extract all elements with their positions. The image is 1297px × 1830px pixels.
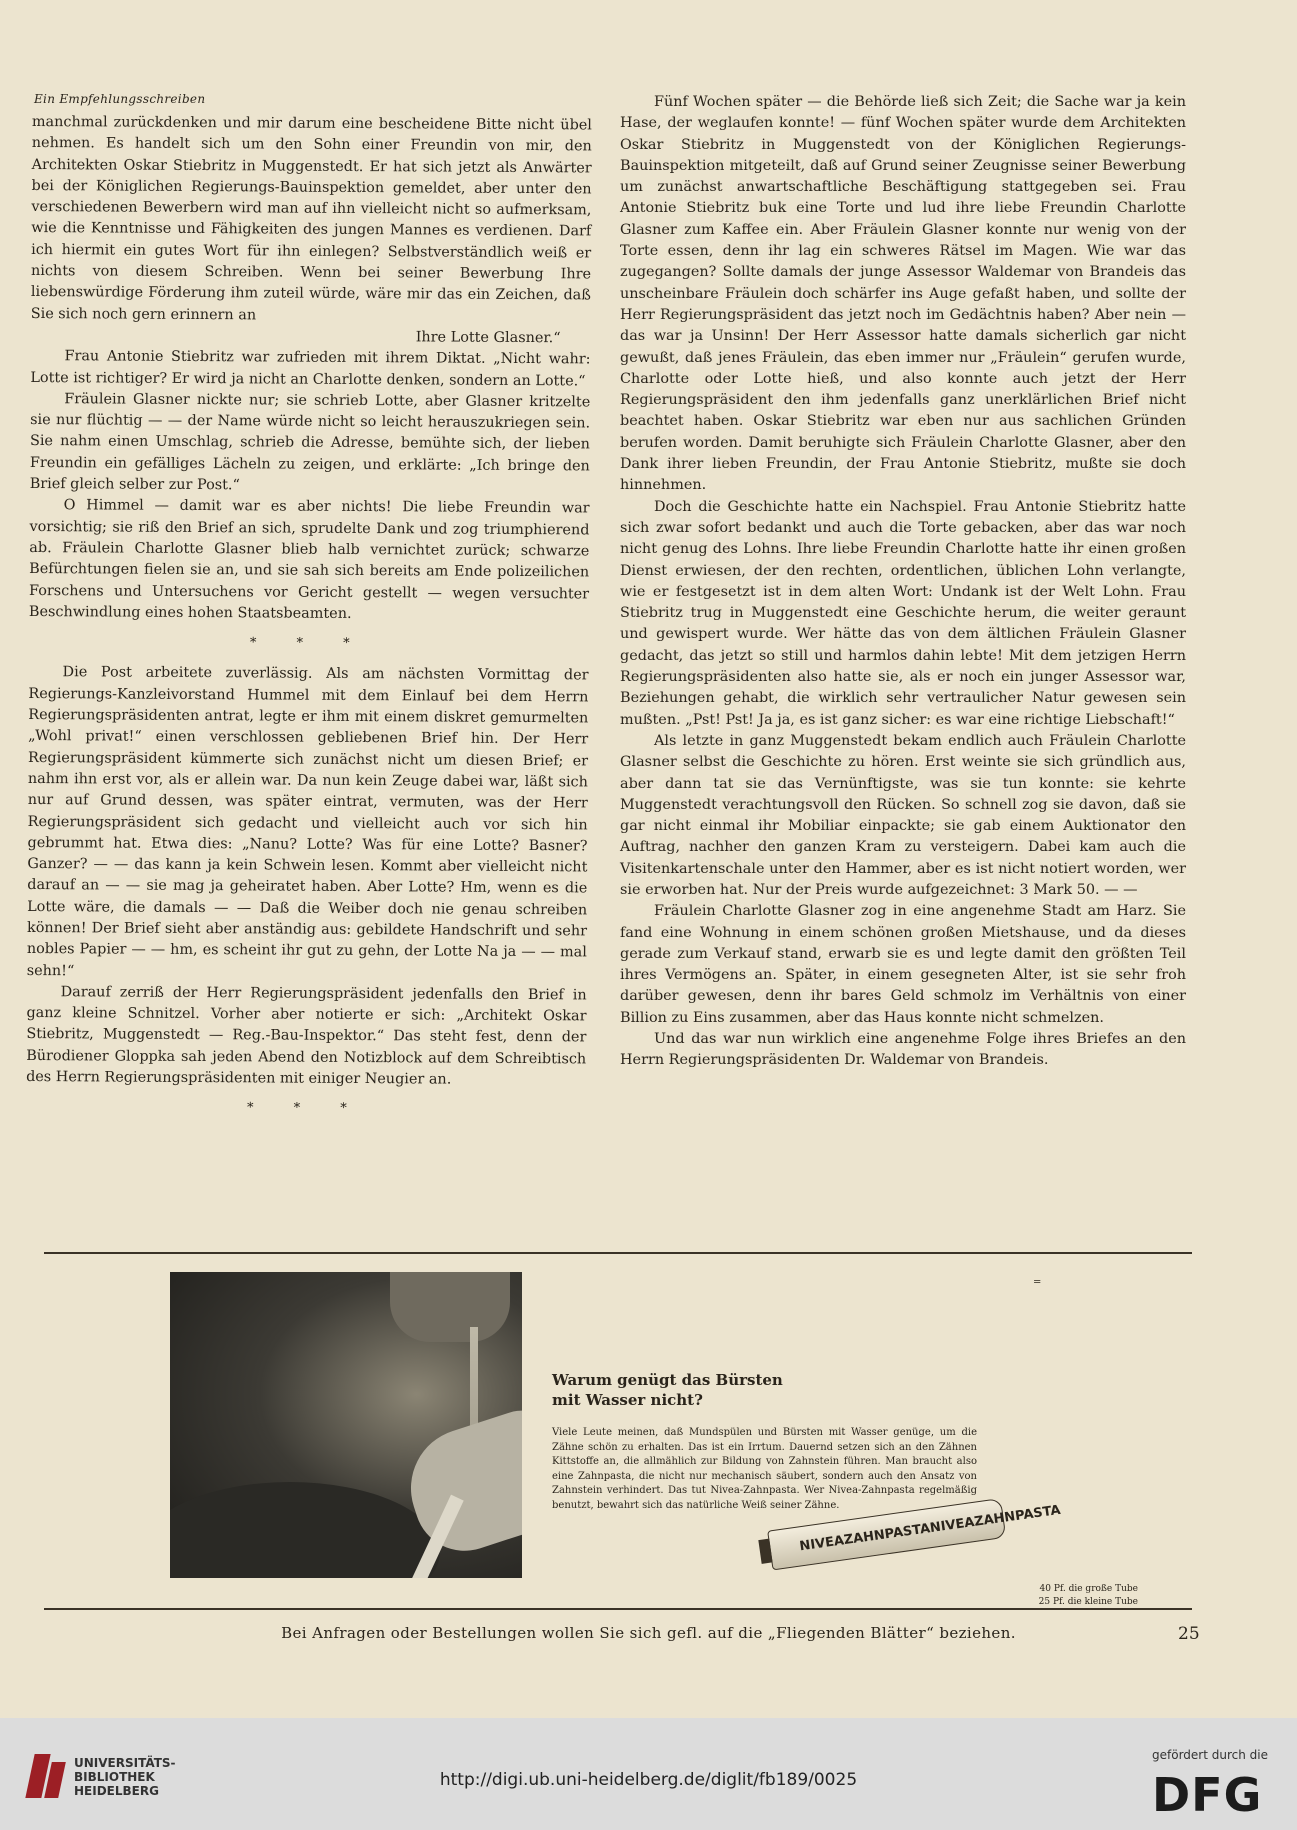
left-column (26, 112, 592, 1131)
page-number: 25 (1178, 1624, 1200, 1644)
library-name-line: BIBLIOTHEK (74, 1770, 155, 1784)
paragraph: O Himmel — damit war es aber nichts! Die liebe Freundin war vorsichtig; sie riß den Brief an sich, sprudelte Dank und zog triumphierend ab. Fräulein Charlotte Glasner blieb halb vernichtet zurück; schwarze Befürchtungen fielen sie an, und sie sah sich bereits am Ende polizeilichen Forschens und Untersuchens vor Gericht gestellt — wegen versuchter Beschwindlung eines hohen Staatsbeamten. (28, 497, 590, 622)
section-separator: * * * (246, 1100, 365, 1117)
ad-body-text: Viele Leute meinen, daß Mundspülen und Bürsten mit Wasser genüge, um die Zähne schön zu erhalten. Das ist ein Irrtum. Dauernd setzen sich an den Zähnen Kittstoffe an, die allmählich zur Bildung von Zahnstein führen. Man braucht also eine Zahnpasta, die nicht nur mechanisch säubert, sondern auch den Ansatz von Zahnstein verhindert. Das tut Nivea-Zahnpasta. Wer Nivea-Zahnpasta regelmäßig benutzt, bewahrt sich das natürliche Weiß seiner Zähne. (552, 1427, 977, 1511)
ad-headline (552, 1370, 972, 1410)
letter-signature: Ihre Lotte Glasner.“ (415, 329, 561, 347)
divider-rule (44, 1608, 1192, 1610)
library-name-line: UNIVERSITÄTS- (74, 1756, 176, 1770)
divider-rule (44, 1252, 1192, 1254)
tube-label: NIVEA (928, 1514, 976, 1536)
footer-note: Bei Anfragen oder Bestellungen wollen Sie sich gefl. auf die „Fliegenden Blätter“ beziehen. (281, 1624, 1016, 1642)
funding-caption: gefördert durch die (1152, 1748, 1268, 1762)
right-column (620, 92, 1186, 1072)
ad-headline-line: mit Wasser nicht? (552, 1391, 703, 1409)
paragraph: Frau Antonie Stiebritz war zufrieden mit ihrem Diktat. „Nicht wahr: Lotte ist richtiger? Er wird ja nicht an Charlotte denken, sondern an Lotte.“ (30, 348, 591, 389)
paragraph: Fräulein Glasner nickte nur; sie schrieb Lotte, aber Glasner kritzelte sie nur flüchtig — — der Name würde nicht so leicht herauszukriegen sein. Sie nahm einen Umschlag, schrieb die Adresse, bemühte sich, der lieben Freundin ein gefälliges Lächeln zu zeigen, und erklärte: „Ich bringe den Brief gleich selber zur Post.“ (29, 391, 591, 494)
photo-faucet (390, 1272, 510, 1342)
paragraph: Und das war nun wirklich eine angenehme Folge ihres Briefes an den Herrn Regierungspräsidenten Dr. Waldemar von Brandeis. (620, 1031, 1186, 1069)
section-separator: * * * (249, 635, 368, 652)
dfg-logo[interactable]: DFG (1152, 1768, 1263, 1822)
ad-headline-line: Warum genügt das Bürsten (552, 1371, 783, 1389)
paragraph: Als letzte in ganz Muggenstedt bekam endlich auch Fräulein Charlotte Glasner selbst die Geschichte zu hören. Erst weinte sie sich gründlich aus, aber dann tat sie das Vernünftigste, was sie tun konnte: sie kehrte Muggenstedt verachtungsvoll den Rücken. So schnell zog sie davon, daß sie gar nicht einmal ihr Mobiliar einpackte; sie gab einem Auktionator den Auftrag, nachher den ganzen Kram zu versteigern. Dabei kam auch die Visitenkartenschale unter den Hammer, aber es ist nicht notiert worden, wer sie erworben hat. Nur der Preis wurde aufgezeichnet: 3 Mark 50. — — (620, 732, 1186, 898)
price-large-tube: 40 Pf. die große Tube (1039, 1584, 1138, 1594)
running-head: Ein Empfehlungsschreiben (34, 92, 206, 106)
tube-label: NIVEA (798, 1532, 845, 1554)
paragraph: Fräulein Charlotte Glasner zog in eine angenehme Stadt am Harz. Sie fand eine Wohnung in einem schönen großen Mietshause, und da dieses gerade zum Verkauf stand, erwarb sie es und legte damit den größten Teil ihres Vermögens an. Später, in einem gesegneten Alter, ist sie sehr froh darüber gewesen, denn ihr bares Geld schmolz im Verhältnis von einer Billion zu Eins zusammen, aber das Haus konnte nicht schmelzen. (620, 903, 1186, 1026)
paragraph: Darauf zerriß der Herr Regierungspräsident jedenfalls den Brief in ganz kleine Schnitzel. Vorher aber notierte er sich: „Architekt Oskar Stiebritz, Muggenstedt — Reg.-Bau-Inspektor.“ Das steht fest, denn der Bürodiener Gloppka sah jeden Abend den Notizblock auf dem Schreibtisch des Herrn Regierungspräsidenten mit einiger Neugier an. (26, 984, 587, 1088)
price-small-tube: 25 Pf. die kleine Tube (1038, 1597, 1138, 1607)
paragraph: Doch die Geschichte hatte ein Nachspiel. Frau Antonie Stiebritz hatte sich zwar sofort bedankt und auch die Torte gebacken, aber das war noch nicht genug des Lohns. Ihre liebe Freundin Charlotte hatte ihr einen großen Dienst erwiesen, der den rechten, ordentlichen, üblichen Lohn verlangte, wie er festgesetzt ist in dem alten Wort: Undank ist der Welt Lohn. Frau Stiebritz trug in Muggenstedt eine Geschichte herum, die weiter geraunt und gewispert wurde. Wer hätte das von dem ältlichen Fräulein Glasner gedacht, das jetzt so still und harmlos dahin lebte! Mit dem jetzigen Herrn Regierungspräsidenten also hatte sie, als er noch ein junger Assessor war, Beziehungen gehabt, die wirklich sehr vertraulicher Natur gewesen sein mußten. „Pst! Pst! Ja ja, es ist ganz sicher: es war eine richtige Liebschaft!“ (620, 498, 1186, 728)
tube-label: ZAHNPASTA (973, 1502, 1062, 1530)
paragraph: Fünf Wochen später — die Behörde ließ sich Zeit; die Sache war ja kein Hase, der weglaufen konnte! — fünf Wochen später wurde dem Architekten Oskar Stiebritz in Muggenstedt von der Königlichen Regierungs-Bauinspektion mitgeteilt, daß auf Grund seiner Zeugnisse seiner Bewerbung um zunächst anwartschaftliche Beschäftigung stattgegeben sei. Frau Antonie Stiebritz buk eine Torte und lud ihre liebe Freundin Charlotte Glasner zum Kaffee ein. Aber Fräulein Glasner konnte nur wenig von der Torte essen, denn ihr lag ein schweres Rätsel im Magen. Wie war das zugegangen? Sollte damals der junge Assessor Waldemar von Brandeis das unscheinbare Fräulein doch schärfer ins Auge gefaßt haben, und sollte der Herr Regierungspräsident das jetzt noch im Gedächtnis haben? Aber nein — das war ja Unsinn! Der Herr Assessor hatte damals sicherlich gar nicht gewußt, daß jenes Fräulein, das eben immer nur „Fräulein“ gerufen wurde, Charlotte oder Lotte hieß, und also konnte auch jetzt der Herr Regierungspräsident den ihm jedenfalls ganz unerklärlichen Brief nicht beachtet haben. Oskar Stiebritz war eben nur aus sachlichen Gründen berufen worden. Damit beruhigte sich Fräulein Charlotte Glasner, aber den Dank ihrer lieben Freundin, der Frau Antonie Stiebritz, mußte sie doch hinnehmen. (620, 94, 1186, 494)
permalink-url[interactable]: http://digi.ub.uni-heidelberg.de/diglit/fb189/0025 (439, 1770, 858, 1790)
ad-photo-toothbrush-faucet (170, 1272, 522, 1578)
paragraph: Die Post arbeitete zuverlässig. Als am nächsten Vormittag der Regierungs-Kanzleivorstand Hummel mit dem Einlauf bei dem Herrn Regierungspräsidenten antrat, legte er ihm mit einem diskret gemurmelten „Wohl privat!“ einen verschlossen gebliebenen Brief hin. Der Herr Regierungspräsident kümmerte sich zunächst nicht um diesen Brief; er nahm ihn erst vor, als er allein war. Da nun kein Zeuge dabei war, läßt sich nur auf Grund dessen, was später eintrat, vermuten, was der Herr Regierungspräsident sich gedacht und vielleicht auch vor sich hin gebrummt hat. Etwa dies: „Nanu? Lotte? Was für eine Lotte? Basner? Ganzer? — — das kann ja kein Schwein lesen. Kommt aber vielleicht nicht darauf an — — sie mag ja geheiratet haben. Aber Lotte? Hm, wenn es die Lotte wäre, die damals — — Daß die Weiber doch nie genau schreiben können! Der Brief sieht aber anständig aus: gebildete Handschrift und sehr nobles Papier — — hm, es scheint ihr gut zu gehn, der Lotte Na ja — — mal sehn!“ (26, 664, 589, 979)
photo-basin (170, 1482, 440, 1578)
library-name-line: HEIDELBERG (74, 1784, 159, 1798)
tube-label: ZAHNPASTA (842, 1520, 932, 1548)
viewer-footer-bar (0, 1718, 1297, 1830)
ad-mark: = (1033, 1277, 1042, 1288)
paragraph: manchmal zurückdenken und mir darum eine bescheidene Bitte nicht übel nehmen. Es handelt sich um den Sohn einer Freundin von mir, den Architekten Oskar Stiebritz in Muggenstedt. Er hat sich jetzt als Anwärter bei der Königlichen Regierungs-Bauinspektion gemeldet, aber unter den verschiedenen Bewerbern wird man auf ihn vielleicht nicht so aufmerksam, wie die Kenntnisse und Fähigkeiten des jungen Mannes es verdienen. Darf ich hiermit ein gutes Wort für ihn einlegen? Selbstverständlich weiß er nichts von diesem Schreiben. Wenn bei seiner Bewerbung Ihre liebenswürdige Förderung ihm zuteil würde, wäre mir das ein Zeichen, daß Sie sich noch gern erinnern an (30, 113, 592, 324)
